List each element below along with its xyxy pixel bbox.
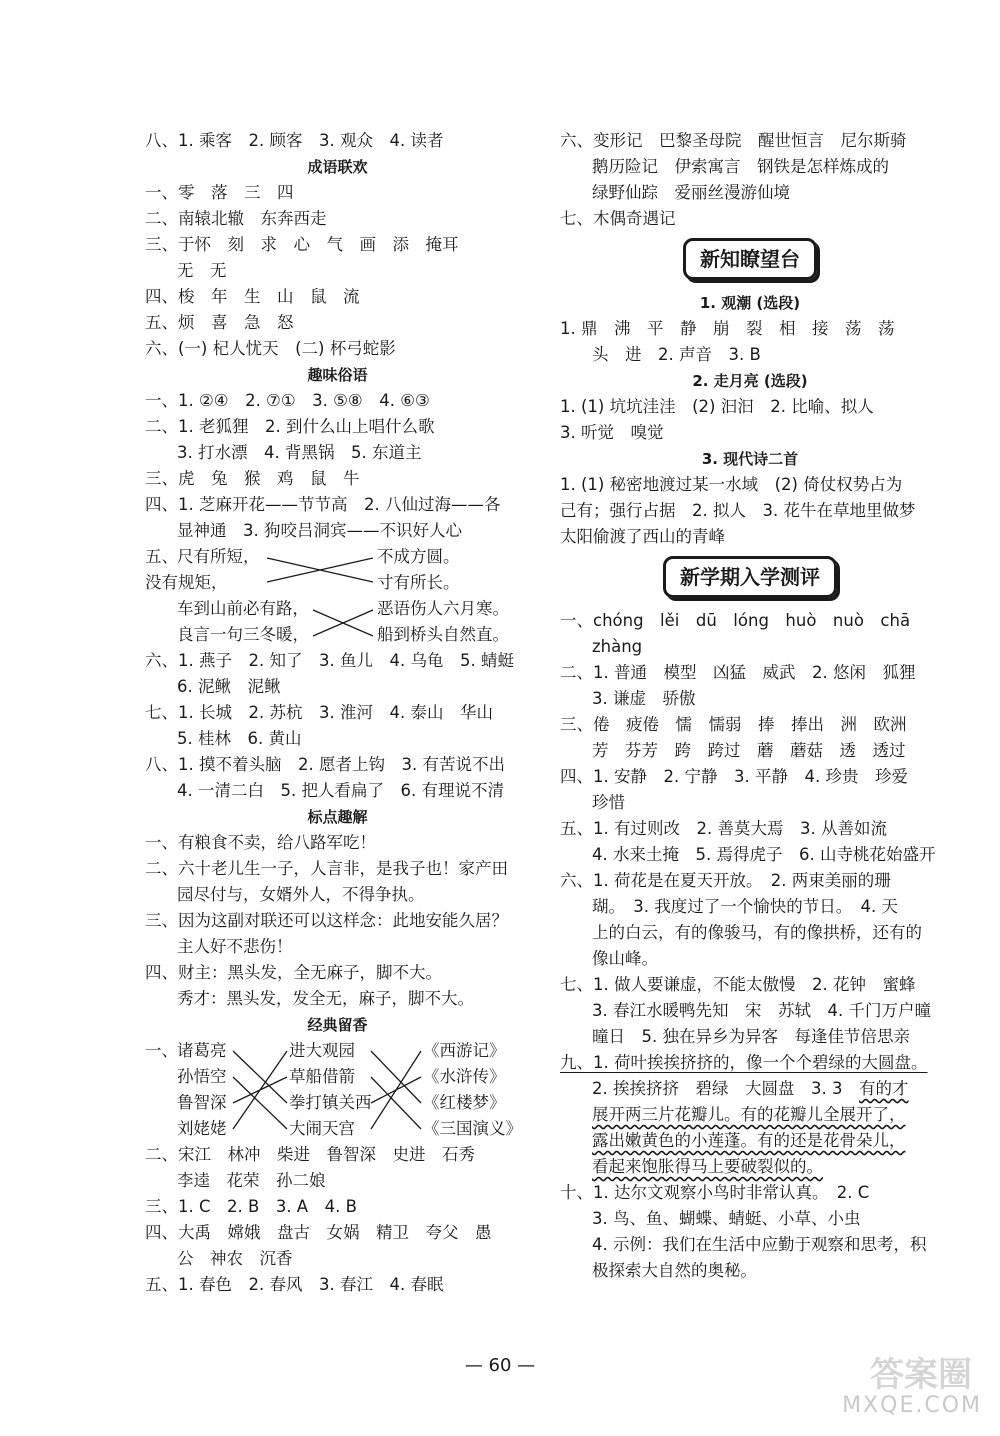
answer-line: 李逵 花荣 孙二娘 bbox=[177, 1171, 326, 1190]
subsection-heading: 1. 观潮 (选段) bbox=[699, 294, 801, 312]
answer-line: 五、烦 喜 急 怒 bbox=[145, 313, 294, 332]
answer-line: 五、1. 春色 2. 春风 3. 春江 4. 春眠 bbox=[145, 1275, 444, 1294]
section-box-title: 新学期入学测评 bbox=[663, 556, 837, 598]
answer-line: 鹅历险记 伊索寓言 钢铁是怎样炼成的 bbox=[592, 157, 889, 176]
match-right-item: 船到桥头自然直。 bbox=[377, 625, 509, 644]
answer-line: 1. 鼎 沸 平 静 崩 裂 相 接 荡 荡 bbox=[560, 319, 895, 338]
answer-line: 三、1. C 2. B 3. A 4. B bbox=[145, 1197, 357, 1216]
answer-line: 曈日 5. 独在异乡为异客 每逢佳节倍思亲 bbox=[592, 1027, 910, 1046]
answer-line bbox=[560, 1076, 940, 1102]
prefix: 一、 bbox=[145, 1041, 178, 1060]
watermark-url: MXQE.COM bbox=[842, 1393, 982, 1418]
answer-line: 七、木偶奇遇记 bbox=[560, 209, 676, 228]
section-box-new-knowledge bbox=[560, 232, 940, 290]
book-title: 《三国演义》 bbox=[423, 1119, 522, 1138]
answer-line: 4. 示例：我们在生活中应勤于观察和思考，积 bbox=[592, 1235, 927, 1254]
answer-line: 二、六十老儿生一子，人言非，是我子也！家产田 bbox=[145, 859, 508, 878]
answer-line: 4. 一清二白 5. 把人看扁了 6. 有理说不清 bbox=[177, 781, 504, 800]
answer-line: 一、零 落 三 四 bbox=[145, 183, 294, 202]
answer-line bbox=[560, 1154, 940, 1180]
answer-line: 三、于怀 刻 求 心 气 画 添 掩耳 bbox=[145, 235, 459, 254]
story-event: 大闹天宫 bbox=[289, 1119, 355, 1138]
answer-line: 芳 芬芳 跨 跨过 蘑 蘑菇 透 透过 bbox=[592, 741, 906, 760]
answer-line: 四、大禹 嫦娥 盘古 女娲 精卫 夸父 愚 bbox=[145, 1223, 492, 1242]
answer-line: 八、1. 摸不着头脑 2. 愿者上钩 3. 有苦说不出 bbox=[145, 755, 505, 774]
match-right-item: 恶语伤人六月寒。 bbox=[377, 599, 509, 618]
answer-line: 太阳偷渡了西山的青峰 bbox=[560, 527, 725, 546]
answer-line: 3. 鸟、鱼、蝴蝶、蜻蜓、小草、小虫 bbox=[592, 1209, 861, 1228]
answer-line bbox=[560, 1102, 940, 1128]
answer-line: 主人好不悲伤！ bbox=[177, 937, 293, 956]
answer-line: 三、倦 疲倦 懦 懦弱 捧 捧出 洲 欧洲 bbox=[560, 715, 907, 734]
answer-line: 一、1. ②④ 2. ⑦① 3. ⑤⑧ 4. ⑥③ bbox=[145, 391, 430, 410]
match-left-item: 没有规矩， bbox=[145, 573, 228, 592]
answer-line: 六、1. 燕子 2. 知了 3. 鱼儿 4. 乌龟 5. 蜻蜓 bbox=[145, 651, 514, 670]
answer-line: 二、宋江 林冲 柴进 鲁智深 史进 石秀 bbox=[145, 1145, 475, 1164]
story-event: 进大观园 bbox=[289, 1041, 355, 1060]
answer-line: 4. 水来土掩 5. 焉得虎子 6. 山寺桃花始盛开 bbox=[592, 845, 936, 864]
story-event: 草船借箭 bbox=[289, 1067, 355, 1086]
watermark-logo bbox=[802, 1346, 982, 1418]
section-heading-punctuation: 标点趣解 bbox=[307, 808, 368, 826]
watermark-title: 答案圈 bbox=[870, 1355, 972, 1395]
answer-line: 1. (1) 秘密地渡过某一水域 (2) 倚仗权势占为 bbox=[560, 475, 903, 494]
answer-line: 园尽付与，女婿外人，不得争执。 bbox=[177, 885, 425, 904]
answer-line: 秀才：黑头发，发全无，麻子，脚不大。 bbox=[177, 989, 474, 1008]
section-box-title: 新知瞭望台 bbox=[683, 238, 817, 280]
answer-line: 二、1. 老狐狸 2. 到什么山上唱什么歌 bbox=[145, 417, 435, 436]
section-heading-idioms: 成语联欢 bbox=[307, 158, 368, 176]
answer-line: 六、(一) 杞人忧天 (二) 杯弓蛇影 bbox=[145, 339, 396, 358]
answer-line: 七、1. 做人要谦虚，不能太傲慢 2. 花钟 蜜蜂 bbox=[560, 975, 916, 994]
answer-line: 一、有粮食不卖，给八路军吃！ bbox=[145, 833, 376, 852]
page-number: — 60 — bbox=[464, 1355, 536, 1376]
answer-line: 3. 春江水暖鸭先知 宋 苏轼 4. 千门万户曈 bbox=[592, 1001, 931, 1020]
book-title: 《西游记》 bbox=[423, 1041, 506, 1060]
answer-line: 3. 谦虚 骄傲 bbox=[592, 689, 696, 708]
answer-line: 公 神农 沉香 bbox=[177, 1249, 293, 1268]
answer-text: 2. 挨挨挤挤 碧绿 大圆盘 3. 3 bbox=[592, 1079, 859, 1098]
answer-line: 六、变形记 巴黎圣母院 醒世恒言 尼尔斯骑 bbox=[560, 131, 907, 150]
answer-line: 三、虎 兔 猴 鸡 鼠 牛 bbox=[145, 469, 360, 488]
answer-line: 无 无 bbox=[177, 261, 227, 280]
answer-line-underlined: 九、1. 荷叶挨挨挤挤的，像一个个碧绿的大圆盘。 bbox=[560, 1053, 928, 1072]
match-left-item: 良言一句三冬暖， bbox=[177, 625, 309, 644]
answer-line: 己有；强行占据 2. 拟人 3. 花牛在草地里做梦 bbox=[560, 501, 916, 520]
matching-exercise-five bbox=[145, 544, 530, 648]
book-title: 《红楼梦》 bbox=[423, 1093, 506, 1112]
answer-line: 上的白云，有的像骏马，有的像拱桥，还有的 bbox=[592, 923, 922, 942]
answer-line: 三、因为这副对联还可以这样念：此地安能久居？ bbox=[145, 911, 508, 930]
answer-line: 四、财主：黑头发，全无麻子，脚不大。 bbox=[145, 963, 442, 982]
match-right-item: 不成方圆。 bbox=[377, 547, 460, 566]
answer-line: 显神通 3. 狗咬吕洞宾——不识好人心 bbox=[177, 521, 462, 540]
underlined-sentence: 露出嫩黄色的小莲蓬。有的还是花骨朵儿， bbox=[592, 1131, 906, 1150]
prefix: 五、 bbox=[145, 547, 178, 566]
answer-line: 珍惜 bbox=[592, 793, 625, 812]
character-name: 诸葛亮 bbox=[177, 1041, 227, 1060]
answer-line bbox=[560, 1128, 940, 1154]
answer-line: 四、1. 安静 2. 宁静 3. 平静 4. 珍贵 珍爱 bbox=[560, 767, 908, 786]
answer-line: 5. 桂林 6. 黄山 bbox=[177, 729, 302, 748]
answer-line: 像山峰。 bbox=[592, 949, 658, 968]
underlined-sentence: 看起来饱胀得马上要破裂似的。 bbox=[592, 1157, 823, 1176]
match-left-item: 尺有所短， bbox=[177, 547, 260, 566]
answer-line: 五、1. 有过则改 2. 善莫大焉 3. 从善如流 bbox=[560, 819, 887, 838]
character-name: 鲁智深 bbox=[177, 1093, 227, 1112]
answer-line: 6. 泥鳅 泥鳅 bbox=[177, 677, 281, 696]
answer-line: 二、南辕北辙 东奔西走 bbox=[145, 209, 327, 228]
subsection-heading: 2. 走月亮 (选段) bbox=[692, 372, 808, 390]
section-box-entrance-test bbox=[560, 550, 940, 608]
answer-line: 四、梭 年 生 山 鼠 流 bbox=[145, 287, 360, 306]
book-title: 《水浒传》 bbox=[423, 1067, 506, 1086]
section-heading-proverbs: 趣味俗语 bbox=[307, 366, 368, 384]
answer-line: 1. (1) 坑坑洼洼 (2) 汩汩 2. 比喻、拟人 bbox=[560, 397, 874, 416]
matching-exercise-classics bbox=[145, 1038, 530, 1142]
story-event: 拳打镇关西 bbox=[289, 1093, 372, 1112]
left-column bbox=[145, 128, 530, 1298]
answer-line: 八、1. 乘客 2. 顾客 3. 观众 4. 读者 bbox=[145, 131, 444, 150]
section-heading-classics: 经典留香 bbox=[307, 1016, 368, 1034]
answer-line: 头 进 2. 声音 3. B bbox=[592, 345, 761, 364]
match-right-item: 寸有所长。 bbox=[377, 573, 460, 592]
answer-line: 一、chóng lěi dū lóng huò nuò chā bbox=[560, 611, 911, 630]
answer-line: 十、1. 达尔文观察小鸟时非常认真。 2. C bbox=[560, 1183, 870, 1202]
answer-line: 二、1. 普通 模型 凶猛 威武 2. 悠闲 狐狸 bbox=[560, 663, 916, 682]
answer-line: 六、1. 荷花是在夏天开放。 2. 两束美丽的珊 bbox=[560, 871, 891, 890]
answer-line: 极探索大自然的奥秘。 bbox=[592, 1261, 757, 1280]
answer-line: 七、1. 长城 2. 苏杭 3. 淮河 4. 泰山 华山 bbox=[145, 703, 493, 722]
underlined-sentence: 展开两三片花瓣儿。有的花瓣儿全展开了， bbox=[592, 1105, 906, 1124]
answer-line: 瑚。 3. 我度过了一个愉快的节日。 4. 天 bbox=[592, 897, 898, 916]
subsection-heading: 3. 现代诗二首 bbox=[701, 450, 799, 468]
answer-line: 3. 听觉 嗅觉 bbox=[560, 423, 664, 442]
right-column bbox=[560, 128, 940, 1284]
answer-line: zhàng bbox=[592, 637, 643, 656]
match-left-item: 车到山前必有路， bbox=[177, 599, 309, 618]
answer-line: 3. 打水漂 4. 背黑锅 5. 东道主 bbox=[177, 443, 422, 462]
answer-line: 绿野仙踪 爱丽丝漫游仙境 bbox=[592, 183, 790, 202]
character-name: 刘姥姥 bbox=[177, 1119, 227, 1138]
character-name: 孙悟空 bbox=[177, 1067, 227, 1086]
answer-line: 四、1. 芝麻开花——节节高 2. 八仙过海——各 bbox=[145, 495, 501, 514]
underlined-sentence: 有的才 bbox=[858, 1079, 909, 1098]
